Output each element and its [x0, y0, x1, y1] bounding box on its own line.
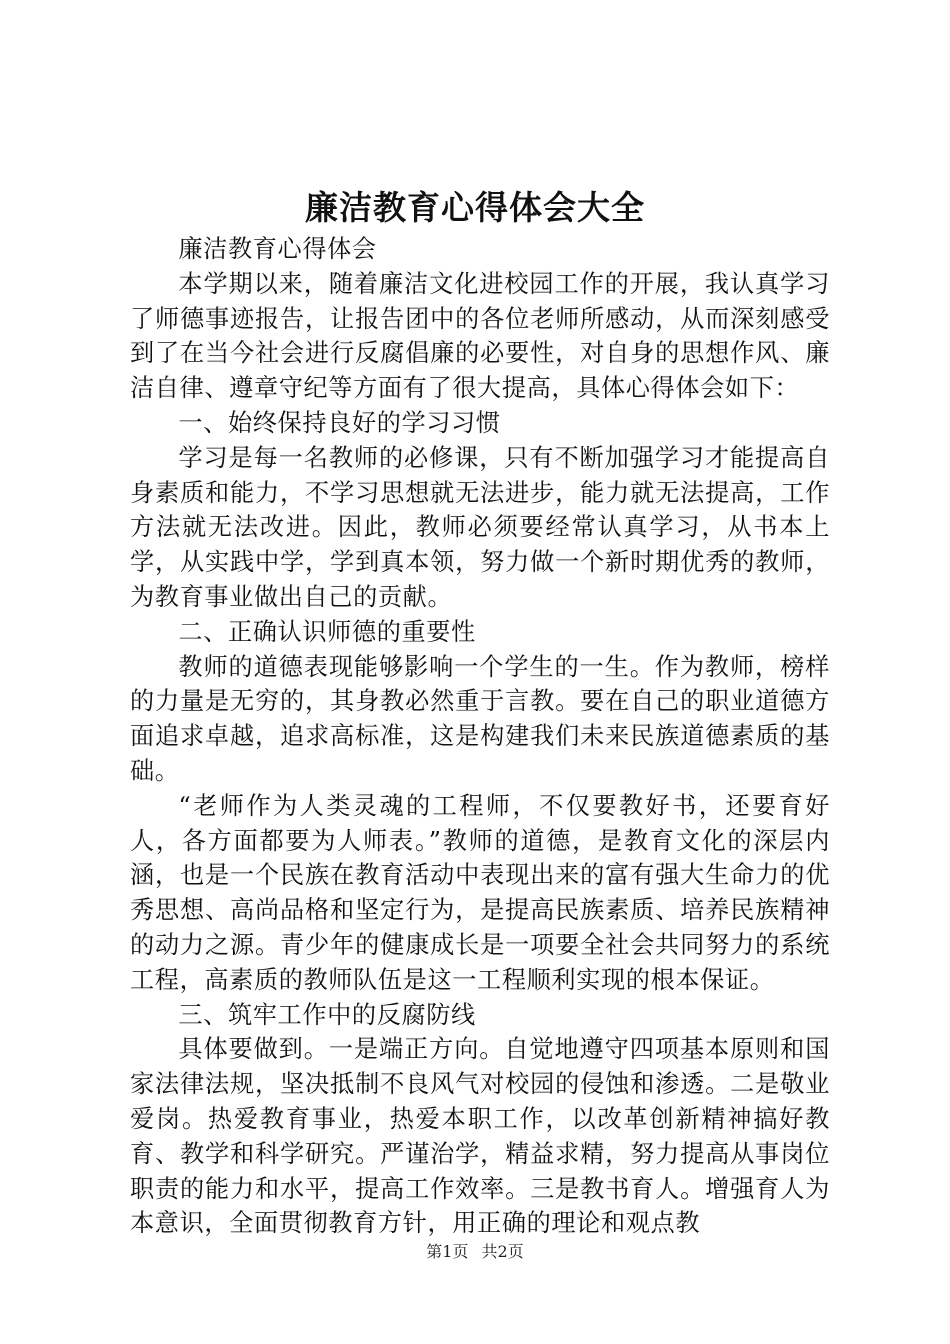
- paragraph-anticorruption: 具体要做到。一是端正方向。自觉地遵守四项基本原则和国家法律法规，坚决抵制不良风气对校园的侵蚀和渗透。二是敬业爱岗。热爱教育事业，热爱本职工作，以改革创新精神搞好教育、教学和科学研究。严谨治学，精益求精，努力提高从事岗位职责的能力和水平，提高工作效率。三是教书育人。增强育人为本意识，全面贯彻教育方针，用正确的理论和观点教: [130, 1035, 830, 1238]
- paragraph-quote: “老师作为人类灵魂的工程师，不仅要教好书，还要育好人，各方面都要为人师表。”教师的道德，是教育文化的深层内涵，也是一个民族在教育活动中表现出来的富有强大生命力的优秀思想、高尚品格和坚定行为，是提高民族素质、培养民族精神的动力之源。青少年的健康成长是一项要全社会共同努力的系统工程，高素质的教师队伍是这一工程顺利实现的根本保证。: [130, 791, 830, 994]
- paragraph-intro: 本学期以来，随着廉洁文化进校园工作的开展，我认真学习了师德事迹报告，让报告团中的各位老师所感动，从而深刻感受到了在当今社会进行反腐倡廉的必要性，对自身的思想作风、廉洁自律、遵章守纪等方面有了很大提高，具体心得体会如下：: [130, 269, 830, 403]
- page-number-total: 共2页: [481, 1242, 524, 1261]
- document-title: 廉洁教育心得体会大全: [305, 188, 645, 227]
- section-heading-2: 二、正确认识师德的重要性: [178, 617, 476, 646]
- section-heading-3: 三、筑牢工作中的反腐防线: [178, 1000, 476, 1029]
- page-footer: [0, 1242, 950, 1262]
- section-heading-1: 一、始终保持良好的学习习惯: [178, 408, 501, 437]
- document-body: [130, 232, 830, 1241]
- paragraph-ethics: 教师的道德表现能够影响一个学生的一生。作为教师，榜样的力量是无穷的，其身教必然重于言教。要在自己的职业道德方面追求卓越，追求高标准，这是构建我们未来民族道德素质的基础。: [130, 652, 830, 785]
- paragraph-study: 学习是每一名教师的必修课，只有不断加强学习才能提高自身素质和能力，不学习思想就无法进步，能力就无法提高，工作方法就无法改进。因此，教师必须要经常认真学习，从书本上学，从实践中学，学到真本领，努力做一个新时期优秀的教师，为教育事业做出自己的贡献。: [130, 443, 830, 611]
- paragraph-subtitle: 廉洁教育心得体会: [178, 235, 377, 263]
- page-number-current: 第1页: [426, 1242, 469, 1261]
